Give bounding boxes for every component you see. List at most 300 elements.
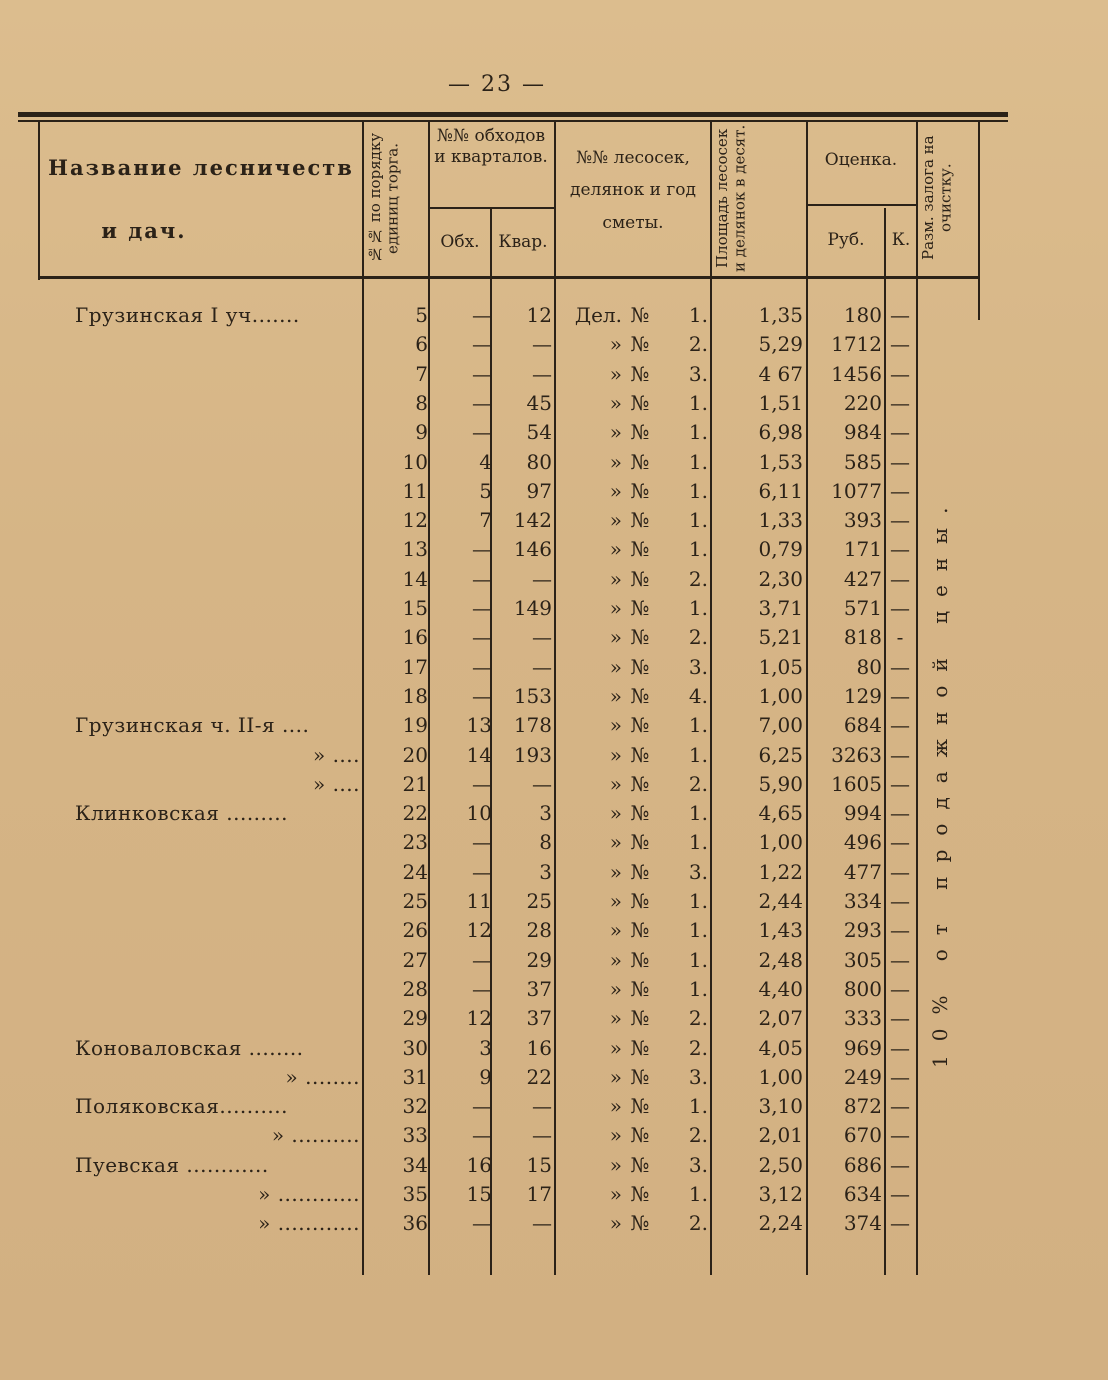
row-obhod: — (472, 537, 492, 562)
row-delyanka-number: 2. (688, 566, 708, 591)
row-delyanka-sign: № (630, 1182, 650, 1206)
row-name: Клинковская ......... (75, 801, 288, 826)
row-rubles: 427 (843, 566, 882, 591)
row-delyanka-sign: № (630, 830, 650, 855)
row-delyanka-number: 1. (688, 889, 708, 913)
row-obhod: 3 (479, 1035, 492, 1060)
row-area: 5,21 (758, 625, 803, 650)
table-row (0, 860, 1108, 889)
row-delyanka-prefix: » (609, 859, 622, 884)
row-delyanka-prefix: » (609, 1094, 622, 1119)
row-delyanka-prefix: » (609, 332, 622, 357)
table-row (0, 948, 1108, 977)
row-obhod: — (472, 947, 492, 972)
row-kopecks: — (890, 976, 910, 1001)
row-delyanka-sign: № (630, 1064, 650, 1089)
row-number: 35 (402, 1182, 428, 1206)
row-delyanka-number: 2. (688, 771, 708, 796)
row-rubles: 1712 (831, 332, 882, 357)
table-row (0, 1211, 1108, 1240)
row-area: 4,65 (758, 801, 803, 826)
row-number: 23 (402, 830, 428, 855)
row-rubles: 293 (843, 918, 882, 943)
row-obhod: — (472, 1123, 492, 1148)
row-delyanka-prefix: » (609, 1035, 622, 1060)
row-obhod: — (472, 859, 492, 884)
row-rubles: 334 (843, 889, 882, 913)
row-kvartal: 153 (513, 683, 552, 708)
row-delyanka-number: 1. (688, 508, 708, 533)
row-area: 1,35 (758, 303, 803, 327)
row-kvartal: 80 (526, 449, 552, 474)
row-kvartal: 25 (526, 889, 552, 913)
row-obhod: 15 (466, 1182, 492, 1206)
header-bottom-rule (38, 276, 980, 279)
row-number: 31 (402, 1064, 428, 1089)
row-kvartal: 12 (526, 303, 552, 327)
row-kopecks: — (890, 1094, 910, 1119)
row-area: 6,98 (758, 420, 803, 445)
row-number: 36 (402, 1211, 428, 1236)
row-obhod: — (472, 566, 492, 591)
row-number: 34 (402, 1152, 428, 1177)
table-row (0, 713, 1108, 742)
row-area: 3,71 (758, 596, 803, 620)
row-delyanka-prefix: » (609, 420, 622, 445)
row-kvartal: 37 (526, 1006, 552, 1031)
row-obhod: 4 (479, 449, 492, 474)
row-kopecks: — (890, 508, 910, 533)
row-kvartal: 97 (526, 478, 552, 503)
row-area: 1,33 (758, 508, 803, 533)
table-row (0, 918, 1108, 947)
row-number: 22 (402, 801, 428, 826)
row-kopecks: — (890, 596, 910, 620)
row-kvartal: — (532, 625, 552, 650)
row-delyanka-number: 1. (688, 742, 708, 767)
row-rubles: 969 (843, 1035, 882, 1060)
row-kopecks: — (890, 390, 910, 415)
row-kvartal: 16 (526, 1035, 552, 1060)
row-area: 2,48 (758, 947, 803, 972)
side-note-zalog: 10% от продажной цены. (928, 493, 952, 1068)
row-rubles: 818 (843, 625, 882, 650)
row-kvartal: — (532, 332, 552, 357)
row-area: 1,53 (758, 449, 803, 474)
row-rubles: 1605 (831, 771, 882, 796)
row-number: 17 (402, 654, 428, 679)
row-delyanka-number: 2. (688, 1211, 708, 1236)
row-area: 3,10 (758, 1094, 803, 1119)
row-delyanka-number: 1. (688, 976, 708, 1001)
table-row (0, 450, 1108, 479)
row-rubles: 634 (843, 1182, 882, 1206)
row-area: 4,05 (758, 1035, 803, 1060)
row-number: 16 (402, 625, 428, 650)
header-name-line1: Название лесничеств (48, 155, 354, 180)
row-delyanka-sign: № (630, 742, 650, 767)
row-kopecks: — (890, 303, 910, 327)
row-kopecks: — (890, 683, 910, 708)
row-area: 2,24 (758, 1211, 803, 1236)
row-number: 28 (402, 976, 428, 1001)
row-delyanka-prefix: » (609, 1123, 622, 1148)
row-obhod: — (472, 390, 492, 415)
row-delyanka-prefix: » (609, 742, 622, 767)
row-number: 20 (402, 742, 428, 767)
table-row (0, 303, 1108, 332)
page-number: — 23 — (448, 72, 546, 97)
row-delyanka-prefix: » (609, 801, 622, 826)
row-delyanka-prefix: » (609, 771, 622, 796)
row-obhod: 16 (466, 1152, 492, 1177)
row-delyanka-number: 1. (688, 420, 708, 445)
row-delyanka-number: 1. (688, 1094, 708, 1119)
row-name: » .... (312, 742, 360, 767)
header-obhody-group: №№ обходов и кварталов. (434, 126, 548, 168)
row-name: » ........ (285, 1064, 360, 1089)
row-area: 4,40 (758, 976, 803, 1001)
row-delyanka-prefix: » (609, 361, 622, 386)
row-obhod: 12 (466, 1006, 492, 1031)
row-kvartal: 8 (539, 830, 552, 855)
row-obhod: 13 (466, 713, 492, 738)
header-delyanki: №№ лесосек, делянок и год сметы. (570, 148, 696, 233)
table-row (0, 362, 1108, 391)
row-area: 3,12 (758, 1182, 803, 1206)
row-obhod: 11 (466, 889, 492, 913)
row-rubles: 684 (843, 713, 882, 738)
row-obhod: 12 (466, 918, 492, 943)
row-area: 4 67 (758, 361, 803, 386)
row-delyanka-prefix: » (609, 683, 622, 708)
table-border-right (978, 120, 980, 320)
row-delyanka-number: 3. (688, 1064, 708, 1089)
row-delyanka-number: 1. (688, 449, 708, 474)
row-rubles: 393 (843, 508, 882, 533)
row-delyanka-number: 1. (688, 713, 708, 738)
row-delyanka-sign: № (630, 449, 650, 474)
row-delyanka-number: 3. (688, 1152, 708, 1177)
row-area: 1,22 (758, 859, 803, 884)
row-number: 12 (402, 508, 428, 533)
row-kvartal: — (532, 1211, 552, 1236)
table-row (0, 889, 1108, 918)
row-delyanka-number: 2. (688, 1006, 708, 1031)
row-rubles: 872 (843, 1094, 882, 1119)
table-row (0, 567, 1108, 596)
row-kvartal: 45 (526, 390, 552, 415)
header-kop: К. (891, 230, 911, 250)
row-rubles: 984 (843, 420, 882, 445)
row-area: 7,00 (758, 713, 803, 738)
row-rubles: 80 (856, 654, 882, 679)
row-kopecks: — (890, 830, 910, 855)
row-delyanka-sign: № (630, 947, 650, 972)
row-kopecks: — (890, 566, 910, 591)
row-kvartal: 3 (539, 859, 552, 884)
row-number: 24 (402, 859, 428, 884)
row-delyanka-sign: № (630, 537, 650, 562)
row-obhod: — (472, 771, 492, 796)
row-delyanka-sign: № (630, 713, 650, 738)
row-delyanka-prefix: » (609, 713, 622, 738)
header-name-line2: и дач. (101, 218, 187, 243)
row-number: 6 (415, 332, 428, 357)
row-number: 7 (415, 361, 428, 386)
row-name: Коноваловская ........ (75, 1035, 304, 1060)
table-row (0, 508, 1108, 537)
row-name: Поляковская.......... (75, 1094, 288, 1119)
row-kopecks: — (890, 361, 910, 386)
row-delyanka-sign: № (630, 566, 650, 591)
row-delyanka-sign: № (630, 332, 650, 357)
row-delyanka-prefix: » (609, 449, 622, 474)
row-delyanka-prefix: » (609, 889, 622, 913)
row-delyanka-number: 3. (688, 361, 708, 386)
row-obhod: — (472, 830, 492, 855)
row-kopecks: — (890, 859, 910, 884)
row-delyanka-prefix: Дел. (574, 303, 622, 327)
row-rubles: 374 (843, 1211, 882, 1236)
row-delyanka-prefix: » (609, 947, 622, 972)
row-kopecks: — (890, 1211, 910, 1236)
row-kopecks: — (890, 801, 910, 826)
header-ocenka: Оценка. (824, 150, 898, 170)
row-delyanka-prefix: » (609, 1182, 622, 1206)
row-area: 1,00 (758, 1064, 803, 1089)
row-number: 18 (402, 683, 428, 708)
row-rubles: 585 (843, 449, 882, 474)
row-delyanka-sign: № (630, 918, 650, 943)
row-rubles: 1456 (831, 361, 882, 386)
row-delyanka-prefix: » (609, 654, 622, 679)
row-kopecks: — (890, 1182, 910, 1206)
row-kopecks: — (890, 1006, 910, 1031)
row-name: Грузинская ч. II-я .... (75, 713, 310, 738)
row-name: Грузинская I уч....... (75, 303, 300, 327)
row-area: 1,43 (758, 918, 803, 943)
row-area: 0,79 (758, 537, 803, 562)
row-kopecks: - (896, 625, 904, 650)
row-kvartal: — (532, 1123, 552, 1148)
row-delyanka-prefix: » (609, 918, 622, 943)
row-number: 30 (402, 1035, 428, 1060)
table-row (0, 1065, 1108, 1094)
subheader-line-ocenka (806, 204, 916, 206)
row-delyanka-prefix: » (609, 830, 622, 855)
row-delyanka-sign: № (630, 859, 650, 884)
row-kvartal: — (532, 771, 552, 796)
row-rubles: 496 (843, 830, 882, 855)
header-area: Площадь лесосек и делянок в десят. (713, 124, 749, 272)
row-kvartal: — (532, 566, 552, 591)
row-kopecks: — (890, 420, 910, 445)
row-obhod: — (472, 303, 492, 327)
row-rubles: 994 (843, 801, 882, 826)
row-kvartal: 178 (513, 713, 552, 738)
row-kopecks: — (890, 1035, 910, 1060)
row-kopecks: — (890, 449, 910, 474)
row-number: 32 (402, 1094, 428, 1119)
row-delyanka-sign: № (630, 1152, 650, 1177)
row-kopecks: — (890, 889, 910, 913)
row-number: 14 (402, 566, 428, 591)
row-rubles: 1077 (831, 478, 882, 503)
row-rubles: 571 (843, 596, 882, 620)
row-number: 21 (402, 771, 428, 796)
row-delyanka-sign: № (630, 771, 650, 796)
row-delyanka-number: 1. (688, 478, 708, 503)
row-area: 5,29 (758, 332, 803, 357)
row-kopecks: — (890, 537, 910, 562)
row-area: 1,00 (758, 683, 803, 708)
row-rubles: 171 (843, 537, 882, 562)
row-obhod: — (472, 1211, 492, 1236)
row-kvartal: 22 (526, 1064, 552, 1089)
table-row (0, 625, 1108, 654)
row-rubles: 800 (843, 976, 882, 1001)
row-obhod: — (472, 625, 492, 650)
row-delyanka-sign: № (630, 1035, 650, 1060)
row-delyanka-sign: № (630, 654, 650, 679)
table-row (0, 1094, 1108, 1123)
subheader-line-obhody (428, 207, 554, 209)
row-kvartal: 54 (526, 420, 552, 445)
row-number: 15 (402, 596, 428, 620)
row-delyanka-sign: № (630, 1123, 650, 1148)
row-rubles: 477 (843, 859, 882, 884)
table-border-left (38, 120, 40, 280)
row-number: 33 (402, 1123, 428, 1148)
header-obh: Обх. (440, 232, 480, 252)
row-number: 5 (415, 303, 428, 327)
row-rubles: 333 (843, 1006, 882, 1031)
table-row (0, 479, 1108, 508)
row-kopecks: — (890, 918, 910, 943)
row-area: 2,30 (758, 566, 803, 591)
top-rule (18, 112, 1008, 117)
row-number: 25 (402, 889, 428, 913)
row-rubles: 220 (843, 390, 882, 415)
row-kvartal: 193 (513, 742, 552, 767)
row-kopecks: — (890, 713, 910, 738)
row-delyanka-prefix: » (609, 1152, 622, 1177)
row-delyanka-prefix: » (609, 1006, 622, 1031)
table-row (0, 596, 1108, 625)
row-delyanka-prefix: » (609, 508, 622, 533)
row-delyanka-number: 1. (688, 390, 708, 415)
row-kvartal: 149 (513, 596, 552, 620)
row-obhod: 14 (466, 742, 492, 767)
row-delyanka-number: 2. (688, 332, 708, 357)
table-row (0, 332, 1108, 361)
row-delyanka-sign: № (630, 889, 650, 913)
row-delyanka-prefix: » (609, 976, 622, 1001)
row-obhod: — (472, 654, 492, 679)
row-obhod: 5 (479, 478, 492, 503)
header-order-no: №№ по порядку единиц торга. (366, 132, 402, 264)
table-row (0, 1123, 1108, 1152)
table-row (0, 1006, 1108, 1035)
row-obhod: 10 (466, 801, 492, 826)
row-kvartal: — (532, 361, 552, 386)
row-name: » .... (312, 771, 360, 796)
row-kvartal: — (532, 654, 552, 679)
row-delyanka-sign: № (630, 1006, 650, 1031)
row-area: 5,90 (758, 771, 803, 796)
row-kopecks: — (890, 1064, 910, 1089)
row-area: 2,44 (758, 889, 803, 913)
row-delyanka-sign: № (630, 420, 650, 445)
table-row (0, 1182, 1108, 1211)
table-row (0, 977, 1108, 1006)
row-kvartal: 146 (513, 537, 552, 562)
row-delyanka-sign: № (630, 478, 650, 503)
row-kopecks: — (890, 1123, 910, 1148)
row-delyanka-number: 1. (688, 918, 708, 943)
row-delyanka-number: 4. (688, 683, 708, 708)
row-delyanka-number: 1. (688, 947, 708, 972)
row-delyanka-prefix: » (609, 1064, 622, 1089)
row-kopecks: — (890, 332, 910, 357)
row-delyanka-sign: № (630, 1094, 650, 1119)
row-kvartal: 142 (513, 508, 552, 533)
row-delyanka-number: 1. (688, 1182, 708, 1206)
row-number: 11 (402, 478, 428, 503)
row-delyanka-number: 2. (688, 1035, 708, 1060)
row-delyanka-prefix: » (609, 566, 622, 591)
row-delyanka-number: 3. (688, 859, 708, 884)
row-delyanka-sign: № (630, 801, 650, 826)
header-zalog: Разм. залога на очистку. (919, 135, 955, 261)
row-delyanka-number: 3. (688, 654, 708, 679)
row-area: 2,07 (758, 1006, 803, 1031)
row-number: 9 (415, 420, 428, 445)
row-kopecks: — (890, 947, 910, 972)
row-rubles: 129 (843, 683, 882, 708)
row-name: » ............ (258, 1182, 360, 1206)
row-delyanka-prefix: » (609, 625, 622, 650)
row-delyanka-sign: № (630, 361, 650, 386)
row-name: Пуевская ............ (75, 1152, 269, 1177)
table-row (0, 655, 1108, 684)
row-area: 6,11 (758, 478, 803, 503)
row-delyanka-prefix: » (609, 596, 622, 620)
row-area: 1,00 (758, 830, 803, 855)
row-obhod: — (472, 596, 492, 620)
table-row (0, 743, 1108, 772)
row-name: » ............ (258, 1211, 360, 1236)
row-delyanka-number: 2. (688, 1123, 708, 1148)
row-obhod: — (472, 976, 492, 1001)
table-row (0, 772, 1108, 801)
row-rubles: 3263 (831, 742, 882, 767)
row-kvartal: 17 (526, 1182, 552, 1206)
row-area: 2,50 (758, 1152, 803, 1177)
row-obhod: — (472, 683, 492, 708)
table-row (0, 684, 1108, 713)
row-number: 26 (402, 918, 428, 943)
row-area: 1,51 (758, 390, 803, 415)
row-number: 8 (415, 390, 428, 415)
row-delyanka-sign: № (630, 1211, 650, 1236)
table-row (0, 1153, 1108, 1182)
table-row (0, 1036, 1108, 1065)
row-delyanka-number: 1. (688, 801, 708, 826)
row-delyanka-prefix: » (609, 390, 622, 415)
row-delyanka-number: 2. (688, 625, 708, 650)
